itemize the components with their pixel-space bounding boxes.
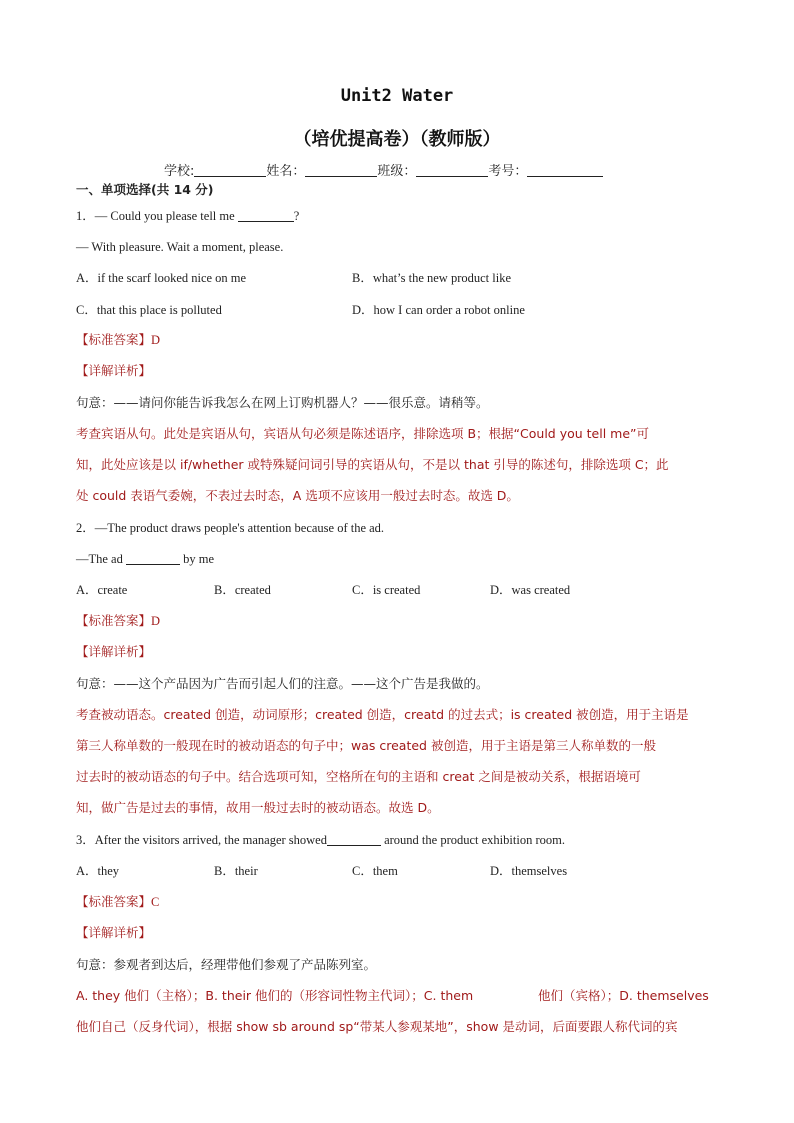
q2-explain-3: 过去时的被动语态的句子中。结合选项可知，空格所在句的主语和 creat 之间是被动关系，根据语境可 xyxy=(76,769,641,784)
section-heading: 一、单项选择(共 14 分) xyxy=(76,182,214,197)
q1-option-b: B．what’s the new product like xyxy=(352,271,511,285)
q2-option-b: B．created xyxy=(214,583,271,597)
class-label: 班级： xyxy=(377,164,417,179)
q2-option-a: A．create xyxy=(76,583,128,597)
q1-reply: — With pleasure. Wait a moment, please. xyxy=(76,240,284,254)
q3-option-c: C．them xyxy=(352,864,398,878)
q1-explain-2: 知，此处应该是以 if/whether 或特殊疑问词引导的宾语从句，不是以 that 引导的陈述句，排除选项 C；此 xyxy=(76,457,669,472)
number-blank[interactable] xyxy=(527,163,603,177)
q3-analysis-label: 【详解详析】 xyxy=(76,925,152,940)
q2-answer-blank xyxy=(126,552,180,565)
q3-option-b: B．their xyxy=(214,864,258,878)
q2-meaning: 句意：——这个产品因为广告而引起人们的注意。——这个广告是我做的。 xyxy=(76,676,489,691)
q3-answer-blank xyxy=(327,833,381,846)
school-label: 学校: xyxy=(164,164,195,179)
q2-reply: —The ad by me xyxy=(76,552,215,566)
name-blank[interactable] xyxy=(305,163,377,177)
document-subtitle: （培优提高卷）（教师版） xyxy=(293,129,501,150)
document-title: Unit2 Water xyxy=(340,86,454,106)
q1-meaning: 句意：——请问你能告诉我怎么在网上订购机器人？——很乐意。请稍等。 xyxy=(76,395,489,410)
q1-option-c: C．that this place is polluted xyxy=(76,303,222,317)
q2-explain-4: 知，做广告是过去的事情，故用一般过去时的被动语态。故选 D。 xyxy=(76,800,440,815)
q2-explain-1: 考查被动语态。created 创造，动词原形；created 创造，creatd 的过去式；is created 被创造，用于主语是 xyxy=(76,707,689,722)
q2-option-c: C．is created xyxy=(352,583,421,597)
q3-option-a: A．they xyxy=(76,864,120,878)
name-label: 姓名： xyxy=(266,164,306,179)
q2-explain-2: 第三人称单数的一般现在时的被动语态的句子中；was created 被创造，用于主语是第三人称单数的一般 xyxy=(76,738,656,753)
q1-option-a: A．if the scarf looked nice on me xyxy=(76,271,247,285)
q2-stem: 2．—The product draws people's attention because of the ad. xyxy=(76,521,385,535)
q1-option-d: D．how I can order a robot online xyxy=(352,303,525,317)
q2-analysis-label: 【详解详析】 xyxy=(76,644,152,659)
q3-answer: 【标准答案】C xyxy=(76,894,160,909)
q1-explain-3: 处 could 表语气委婉，不表过去时态，A 选项不应该用一般过去时态。故选 D。 xyxy=(76,488,519,503)
q2-option-d: D．was created xyxy=(490,583,571,597)
number-label: 考号： xyxy=(488,164,528,179)
student-info-line xyxy=(164,160,603,179)
school-blank[interactable] xyxy=(194,163,266,177)
q1-answer: 【标准答案】D xyxy=(76,332,161,347)
q1-answer-blank xyxy=(238,209,294,222)
class-blank[interactable] xyxy=(416,163,488,177)
q1-stem: 1．— Could you please tell me ? xyxy=(76,209,300,223)
q1-explain-1: 考查宾语从句。此处是宾语从句，宾语从句必须是陈述语序，排除选项 B；根据“Could you tell me”可 xyxy=(76,426,649,441)
q1-analysis-label: 【详解详析】 xyxy=(76,363,152,378)
q3-explain-2: 他们自己（反身代词），根据 show sb around sp“带某人参观某地”，show 是动词，后面要跟人称代词的宾 xyxy=(76,1019,678,1034)
q3-explain-1b: 他们（宾格）；D. themselves xyxy=(538,988,709,1003)
q3-explain-1: A. they 他们（主格）；B. their 他们的（形容词性物主代词）；C. them 他们（宾格）；D. themselves xyxy=(76,986,726,1006)
q2-answer: 【标准答案】D xyxy=(76,613,161,628)
q3-option-d: D．themselves xyxy=(490,864,568,878)
q3-stem: 3．After the visitors arrived, the manager showed around the product exhibition room. xyxy=(76,833,565,847)
q3-meaning: 句意：参观者到达后，经理带他们参观了产品陈列室。 xyxy=(76,957,377,972)
